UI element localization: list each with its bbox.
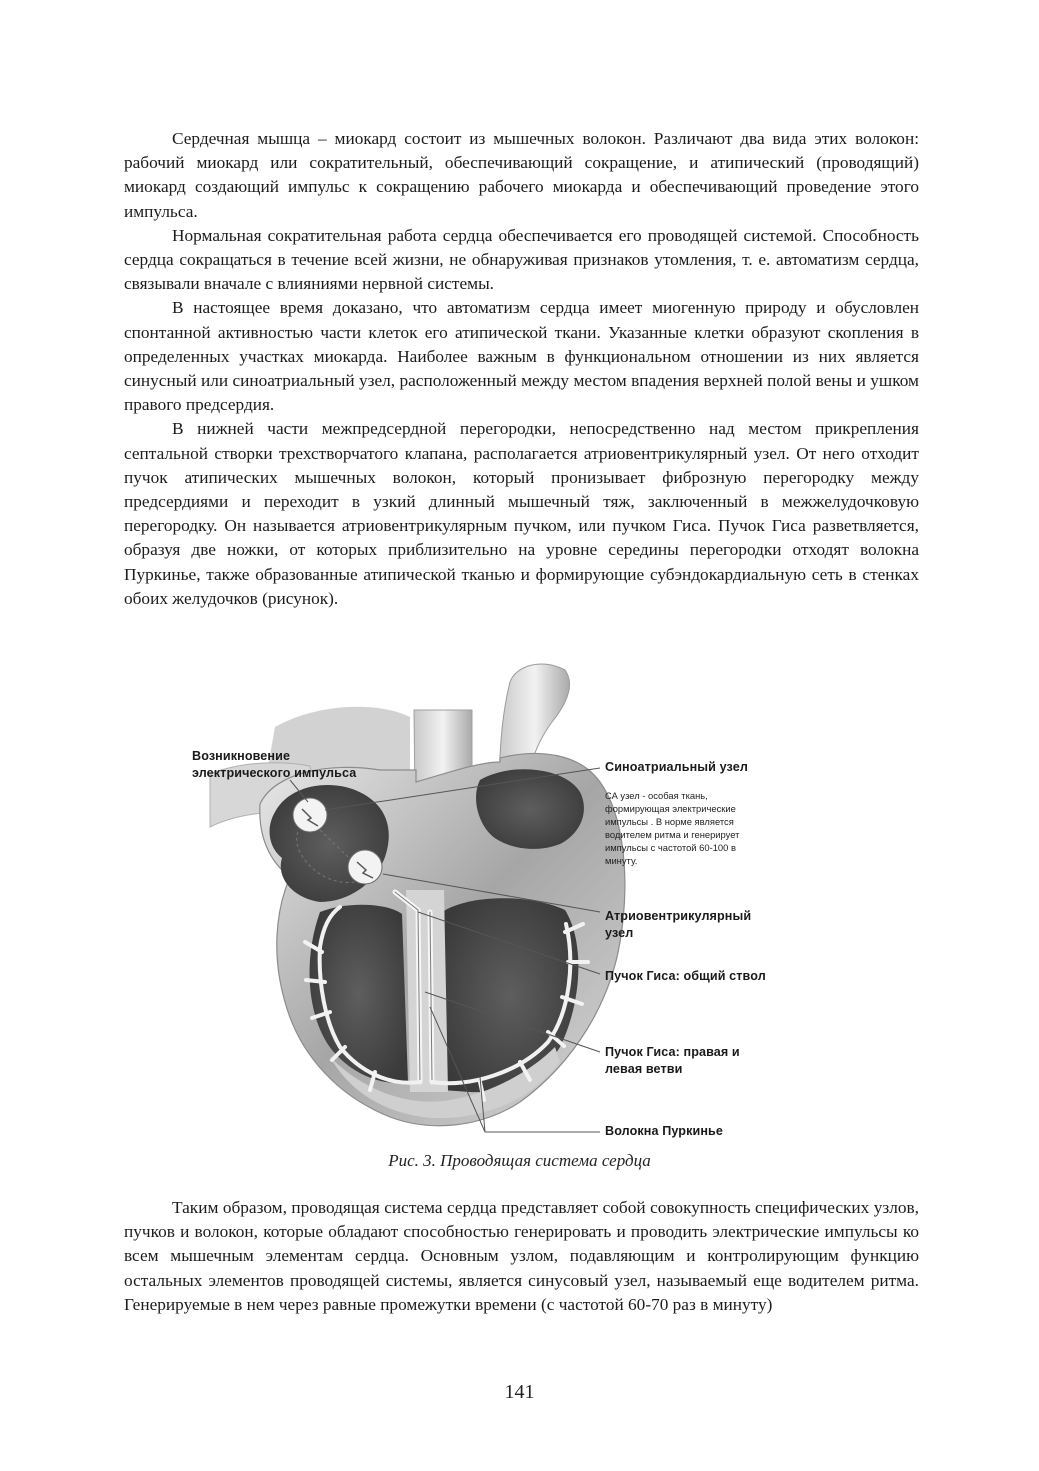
paragraph-myocardium: Сердечная мышца – миокард состоит из мышечных волокон. Различают два вида этих волокон: рабочий миокард или сократительный, обеспечивающий сокращение, и атипический (проводящий) миокард создающий импульс к сокращению рабочего миокарда и обеспечивающий проведение этого импульса.: [124, 129, 919, 221]
paragraph-conduction-system: Нормальная сократительная работа сердца обеспечивается его проводящей системой. Способность сердца сокращаться в течение всей жизни, не обнаруживая признаков утомления, т. е. автоматизм сердца, связывали вначале с влияниями нервной системы.: [124, 225, 919, 294]
page-number: 141: [504, 1381, 535, 1403]
paragraph-summary: Таким образом, проводящая система сердца представляет собой совокупность специфических узлов, пучков и волокон, которые обладают способностью генерировать и проводить электрические импульсы ко всем мышечным элементам сердца. Основным узлом, подавляющим и контролирующим функцию остальных элементов проводящей системы, является синусовый узел, называемый еще водителем ритма. Генерируемые в нем через равные промежутки времени (с частотой 60-70 раз в минуту): [124, 1198, 919, 1314]
label-purkinje-fibers: Волокна Пуркинье: [605, 1124, 723, 1138]
label-sa-node: Синоатриальный узел: [605, 760, 748, 774]
label-av-node: Атриовентрикулярный узел: [605, 909, 752, 940]
sa-node-marker: [293, 798, 327, 832]
av-node-marker: [348, 850, 382, 884]
label-his-branches: Пучок Гиса: правая и левая ветви: [605, 1045, 740, 1076]
heart-conduction-figure: [180, 662, 820, 1150]
label-impulse-origin: Возникновение электрического импульса: [192, 749, 357, 780]
body-text-top: [124, 127, 919, 611]
label-his-trunk: Пучок Гиса: общий ствол: [605, 969, 766, 983]
paragraph-av-node: В нижней части межпредсердной перегородки, непосредственно над местом прикрепления септальной створки трехстворчатого клапана, располагается атриовентрикулярный узел. От него отходит пучок атипических мышечных волокон, который пронизывает фиброзную перегородку между предсердиями и переходит в узкий длинный мышечный тяж, заключенный в межжелудочковую перегородку. Он называется атриовентрикулярным пучком, или пучком Гиса. Пучок Гиса разветвляется, образуя две ножки, от которых приблизительно на уровне середины перегородки отходят волокна Пуркинье, также образованные атипической тканью и формирующие субэндокардиальную сеть в стенках обоих желудочков (рисунок).: [124, 419, 919, 608]
sa-node-description: СА узел - особая ткань, формирующая электрические импульсы . В норме является водителем ритма и генерирует импульсы с частотой 60-100 в минуту.: [605, 790, 740, 866]
figure-caption: Рис. 3. Проводящая система сердца: [388, 1151, 651, 1170]
body-text-bottom: [124, 1196, 919, 1317]
paragraph-automatism: В настоящее время доказано, что автоматизм сердца имеет миогенную природу и обусловлен спонтанной активностью части клеток его атипической ткани. Указанные клетки образуют скопления в определенных участках миокарда. Наиболее важным в функциональном отношении из них является синусный или синоатриальный узел, расположенный между местом впадения верхней полой вены и ушком правого предсердия.: [124, 298, 919, 415]
